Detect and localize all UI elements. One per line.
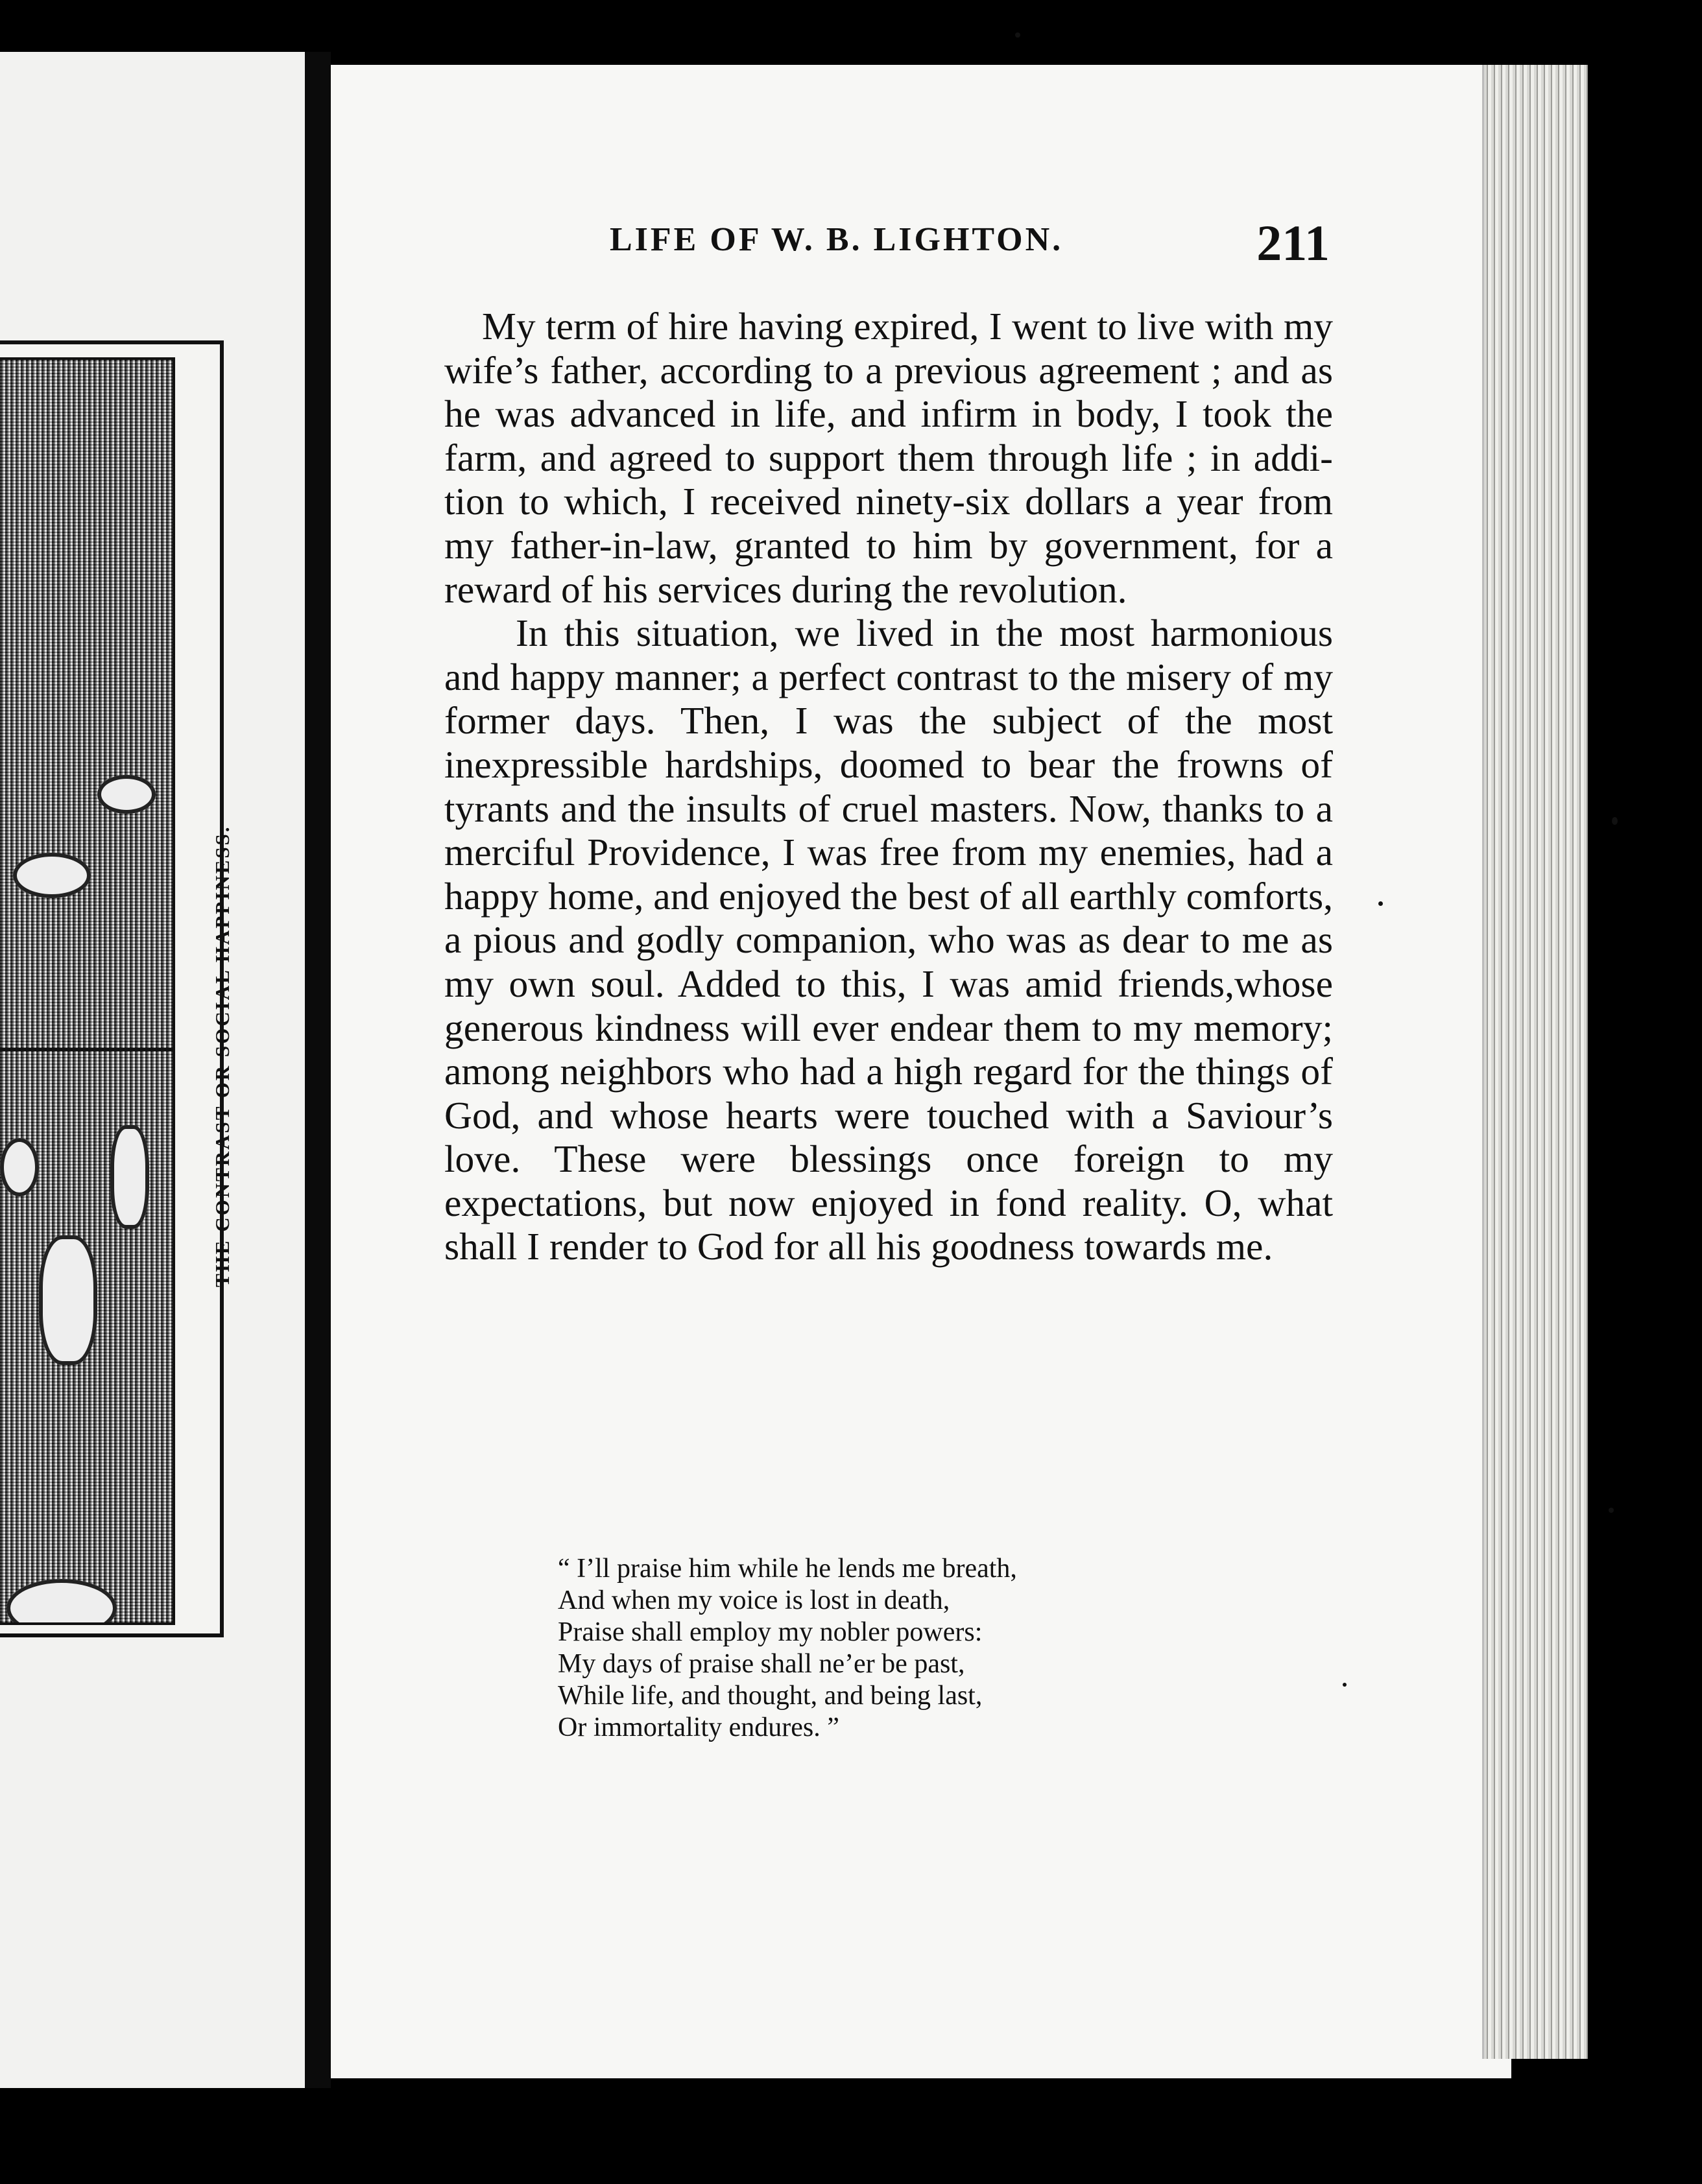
running-head: LIFE OF W. B. LIGHTON. — [610, 221, 1064, 258]
poem-line: “ I’ll praise him while he lends me breath, — [558, 1554, 1017, 1584]
poem-line: Praise shall employ my nobler powers: — [558, 1617, 983, 1647]
poem-line: Or immortality endures. ” — [558, 1713, 839, 1742]
ink-speck — [1609, 1508, 1614, 1513]
engraving-illustration — [0, 357, 175, 1625]
body-text — [444, 305, 1333, 1269]
poem-line: My days of praise shall ne’er be past, — [558, 1649, 965, 1679]
plate-caption-wrap — [211, 825, 237, 1871]
page-header — [610, 214, 1330, 271]
ink-speck — [1015, 32, 1020, 38]
plate-divider-line — [0, 1048, 175, 1051]
poem-verse — [558, 1553, 1206, 1744]
engraving-plate-frame — [0, 340, 224, 1637]
book-gutter — [305, 52, 331, 2088]
plate-caption: THE CONTRAST OR SOCIAL HAPPINESS. — [211, 825, 234, 1287]
poem-line: And when my voice is lost in death, — [558, 1585, 950, 1615]
page-number: 211 — [1256, 215, 1330, 271]
left-facing-page — [0, 52, 305, 2088]
paragraph: My term of hire having expired, I went to live with my wife’s father, according to a previous agreement ; and as he was advanced in life, and infirm in body, I took the farm, and agreed to support them through life ; in addition to which, I received ninety-six dollars a year from my father-in-law, granted to him by government, for a reward of his services during the revolution. — [444, 305, 1333, 611]
poem-line: While life, and thought, and being last, — [558, 1681, 983, 1711]
ink-speck — [1378, 901, 1383, 906]
ink-speck — [1612, 817, 1618, 825]
page-edges — [1482, 65, 1588, 2059]
paragraph: In this situation, we lived in the most harmonious and happy manner; a perfect contrast to the misery of my former days. Then, I was the subject of the most inexpressible hardships, doomed to bear the frowns of tyrants and the insults of cruel masters. Now, thanks to a merciful Providence, I was free from my enemies, had a happy home, and enjoyed the best of all earthly comforts, a pious and godly companion, who was as dear to me as my own soul. Added to this, I was amid friends,whose generous kindness will ever endear them to my memory; among neighbors who had a high regard for the things of God, and whose hearts were touched with a Saviour’s love. These were blessings once foreign to my expectations, but now enjoyed in fond reality. O, what shall I render to God for all his goodness towards me. — [444, 611, 1333, 1268]
ink-speck — [1343, 1683, 1347, 1687]
